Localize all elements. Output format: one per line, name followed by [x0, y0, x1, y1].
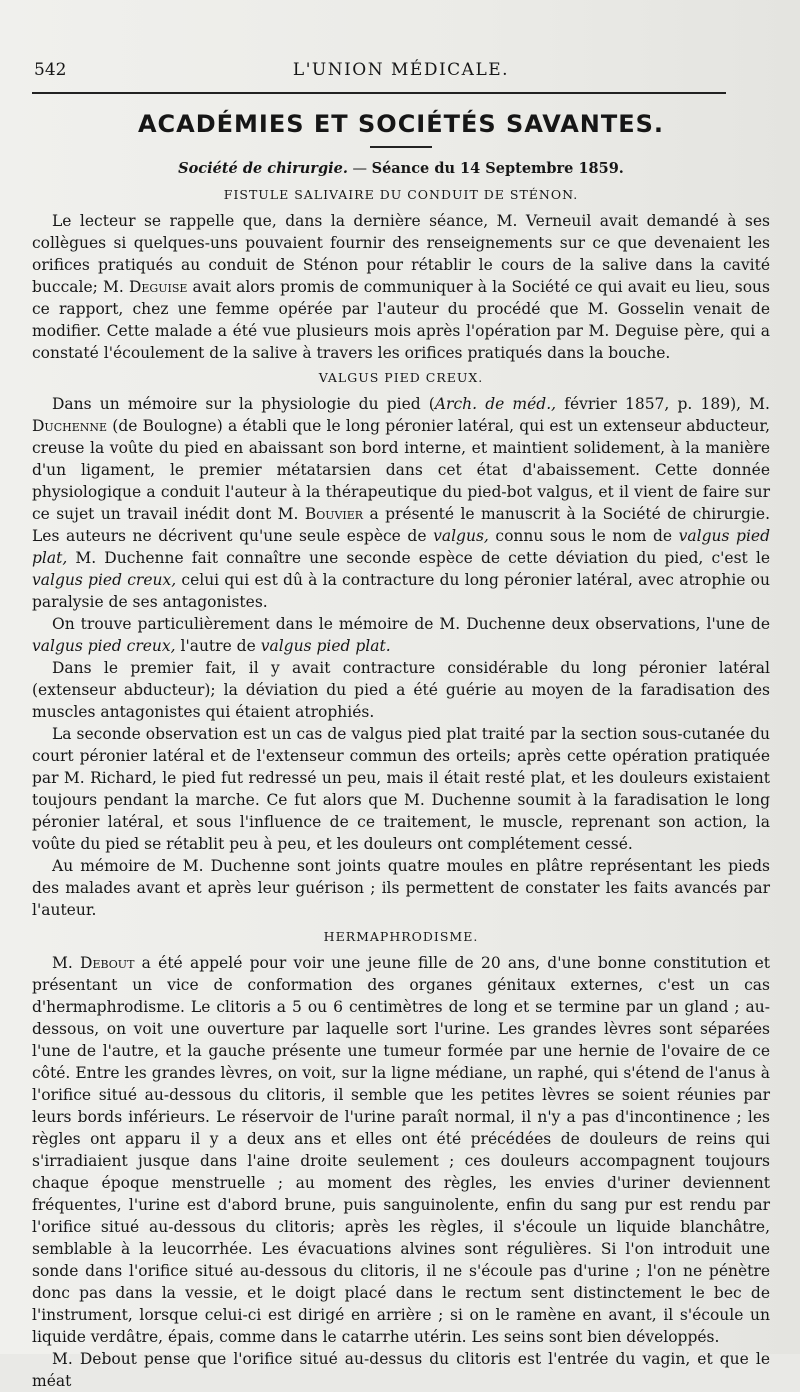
session-separator: — [347, 161, 372, 177]
running-head [32, 58, 770, 88]
term: valgus pied plat. [260, 637, 391, 655]
citation: Arch. de méd., [434, 395, 557, 413]
society-name: Société de chirurgie. [178, 160, 348, 177]
fistule-paragraph: Le lecteur se rappelle que, dans la dernière séance, M. Verneuil avait demandé à ses collègues si quelques-uns pouvaient fournir des renseignements sur ce que devenaient les orifices pratiqués au conduit de Sténon pour rétablir le cours de la salive dans la cavité buccale; M. Deguise avait alors promis de communiquer à la Société ce qui avait eu lieu, sous ce rapport, chez une femme opérée par l'auteur du procédé que M. Gosselin venait de modifier. Cette malade a été vue plusieurs mois après l'opération par M. Deguise père, qui a constaté l'écoulement de la salive à travers les orifices pratiqués dans la bouche. [32, 212, 770, 362]
valgus-paragraph-2: On trouve particulièrement dans le mémoire de M. Duchenne deux observations, l'une de valgus pied creux, l'autre de valgus pied plat. [32, 615, 770, 655]
author-name: Duchenne [32, 417, 108, 435]
session-date: Séance du 14 Septembre 1859. [371, 160, 624, 177]
session-line [32, 160, 770, 177]
fistule-heading: FISTULE SALIVAIRE DU CONDUIT DE STÉNON. [223, 187, 579, 202]
term: valgus pied creux, [32, 571, 177, 589]
hermaphrodisme-heading: HERMAPHRODISME. [323, 929, 479, 944]
valgus-paragraph-5: Au mémoire de M. Duchenne sont joints quatre moules en plâtre représentant les pieds des malades avant et après leur guérison ; ils permettent de constater les faits avancés par l'auteur. [32, 857, 770, 919]
page-number: 542 [34, 60, 67, 80]
hermaphrodisme-paragraph-1: M. Debout a été appelé pour voir une jeune fille de 20 ans, d'une bonne constitution et présentant un vice de conformation des organes génitaux externes, c'est un cas d'hermaphrodisme. Le clitoris a 5 ou 6 centimètres de long et se termine par un gland ; au-dessous, on voit une ouverture par laquelle sort l'urine. Les grandes lèvres sont séparées l'une de l'autre, et la gauche présente une tumeur formée par une hernie de l'ovaire de ce côté. Entre les grandes lèvres, on voit, sur la ligne médiane, un raphé, qui s'étend de l'anus à l'orifice situé au-dessous du clitoris, il semble que les petites lèvres se soient réunies par leurs bords inférieurs. Le réservoir de l'urine paraît normal, il n'y a pas d'incontinence ; les règles ont apparu il y a deux ans et elles ont été précédées de douleurs de reins qui s'irradiaient jusque dans l'aine droite seulement ; ces douleurs accompagnent toujours chaque époque menstruelle ; au moment des règles, les envies d'uriner deviennent fréquentes, l'urine est d'abord brune, puis sanguinolente, enfin du sang pur est rendu par l'orifice situé au-dessous du clitoris; après les règles, il s'écoule un liquide blanchâtre, semblable à la leucorrhée. Les évacuations alvines sont régulières. Si l'on introduit une sonde dans l'orifice situé au-dessous du clitoris, il ne s'écoule pas d'urine ; l'on ne pénètre donc pas dans la vessie, et le doigt placé dans le rectum sent distinctement le bec de l'instrument, lorsque celui-ci est dirigé en arrière ; si on le ramène en avant, il s'écoule un liquide verdâtre, épais, comme dans le catarrhe utérin. Les seins sont bien développés. [32, 954, 770, 1346]
valgus-heading: VALGUS PIED CREUX. [318, 370, 484, 385]
author-name: Bouvier [304, 505, 364, 523]
term: valgus pied creux, [32, 637, 176, 655]
author-name: Deguise [128, 278, 188, 296]
hermaphrodisme-paragraph-2: M. Debout pense que l'orifice situé au-dessus du clitoris est l'entrée du vagin, et que le méat [32, 1350, 770, 1390]
header-rule [32, 92, 726, 94]
section-title: ACADÉMIES ET SOCIÉTÉS SAVANTES. [137, 110, 665, 138]
valgus-paragraph-1: Dans un mémoire sur la physiologie du pied (Arch. de méd., février 1857, p. 189), M. Duchenne (de Boulogne) a établi que le long péronier latéral, qui est un extenseur abducteur, creuse la voûte du pied en abaissant son bord interne, et maintient solidement, à la manière d'un ligament, le premier métatarsien dans cet état d'abaissement. Cette donnée physiologique a conduit l'auteur à la thérapeutique du pied-bot valgus, et il vient de faire sur ce sujet un travail inédit dont M. Bouvier a présenté le manuscrit à la Société de chirurgie. Les auteurs ne décrivent qu'une seule espèce de valgus, connu sous le nom de valgus pied plat, M. Duchenne fait connaître une seconde espèce de cette déviation du pied, c'est le valgus pied creux, celui qui est dû à la contracture du long péronier latéral, avec atrophie ou paralysie de ses antagonistes. [32, 395, 771, 611]
term: valgus pied plat, [32, 527, 771, 567]
valgus-paragraph-4: La seconde observation est un cas de valgus pied plat traité par la section sous-cutanée du court péronier latéral et de l'extenseur commun des orteils; après cette opération pratiquée par M. Richard, le pied fut redressé un peu, mais il était resté plat, et les douleurs existaient toujours pendant la marche. Ce fut alors que M. Duchenne soumit à la faradisation le long péronier latéral, et sous l'influence de ce traitement, le muscle, reprenant son action, la voûte du pied se rétablit peu à peu, et les douleurs ont complétement cessé. [32, 725, 770, 853]
term: valgus, [433, 527, 489, 545]
title-rule [370, 146, 432, 148]
valgus-paragraph-3: Dans le premier fait, il y avait contracture considérable du long péronier latéral (extenseur abducteur); la déviation du pied a été guérie au moyen de la faradisation des muscles antagonistes qui étaient atrophiés. [32, 659, 770, 721]
author-name: Debout [80, 954, 135, 972]
journal-title: L'UNION MÉDICALE. [292, 60, 510, 80]
